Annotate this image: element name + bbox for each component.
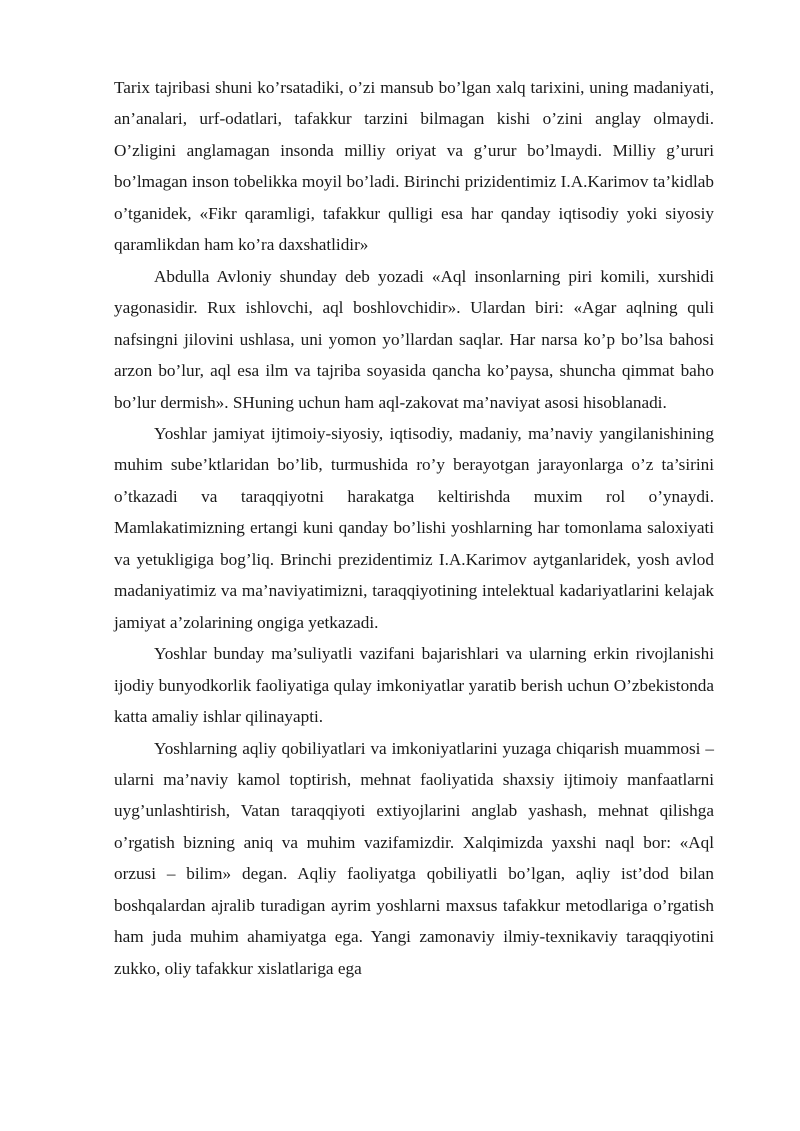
paragraph-1: Tarix tajribasi shuni ko’rsatadiki, o’zi mansub bo’lgan xalq tarixini, uning madaniyati, an’analari, urf-odatlari, tafakkur tarzini bilmagan kishi o’zini anglay olmaydi. O’zligini anglamagan insonda milliy oriyat va g’urur bo’lmaydi. Milliy g’ururi bo’lmagan inson tobelikka moyil bo’ladi. Birinchi prizidentimiz I.A.Karimov ta’kidlab o’tganidek, «Fikr qaramligi, tafakkur qulligi esa har qanday iqtisodiy yoki siyosiy qaramlikdan ham ko’ra daxshatlidir» (114, 78, 714, 255)
paragraph-3: Yoshlar jamiyat ijtimoiy-siyosiy, iqtisodiy, madaniy, ma’naviy yangilanishining muhim sube’ktlaridan bo’lib, turmushida ro’y berayotgan jarayonlarga o’z ta’sirini o’tkazadi va taraqqiyotni harakatga keltirishda muxim rol o’ynaydi. Mamlakatimizning ertangi kuni qanday bo’lishi yoshlarning har tomonlama saloxiyati va yetukligiga bog’liq. Brinchi prezidentimiz I.A.Karimov aytganlaridek, yosh avlod madaniyatimiz va ma’naviyatimizni, taraqqiyotining intelektual kadariyatlarini kelajak jamiyat a’zolarining ongiga yetkazadi. (114, 423, 714, 632)
paragraph-5: Yoshlarning aqliy qobiliyatlari va imkoniyatlarini yuzaga chiqarish muammosi – ularni ma’naviy kamol toptirish, mehnat faoliyatida shaxsiy ijtimoiy manfaatlarni uyg’unlashtirish, Vatan taraqqiyoti extiyojlarini anglab yashash, mehnat qilishga o’rgatish bizning aniq va muhim vazifamizdir. Xalqimizda yaxshi naql bor: «Aql orzusi – bilim» degan. Aqliy faoliyatga qobiliyatli bo’lgan, aqliy ist’dod bilan boshqalardan ajralib turadigan ayrim yoshlarni maxsus tafakkur metodlariga o’rgatish ham juda muhim ahamiyatga ega. Yangi zamonaviy ilmiy-texnikaviy taraqqiyotini zukko, oliy tafakkur xislatlariga ega (114, 738, 714, 978)
document-body (114, 72, 714, 984)
paragraph-2: Abdulla Avloniy shunday deb yozadi «Aql insonlarning piri komili, xurshidi yagonasidir. Rux ishlovchi, aql boshlovchidir». Ulardan biri: «Agar aqlning quli nafsingni jilovini ushlasa, uni yomon yo’llardan saqlar. Har narsa ko’p bo’lsa bahosi arzon bo’lur, aql esa ilm va tajriba soyasida qancha ko’paysa, shuncha qimmat baho bo’lur dermish». SHuning uchun ham aql-zakovat ma’naviyat asosi hisoblanadi. (114, 266, 714, 412)
paragraph-4: Yoshlar bunday ma’suliyatli vazifani bajarishlari va ularning erkin rivojlanishi ijodiy bunyodkorlik faoliyatiga qulay imkoniyatlar yaratib berish uchun O’zbekistonda katta amaliy ishlar qilinayapti. (114, 644, 714, 727)
